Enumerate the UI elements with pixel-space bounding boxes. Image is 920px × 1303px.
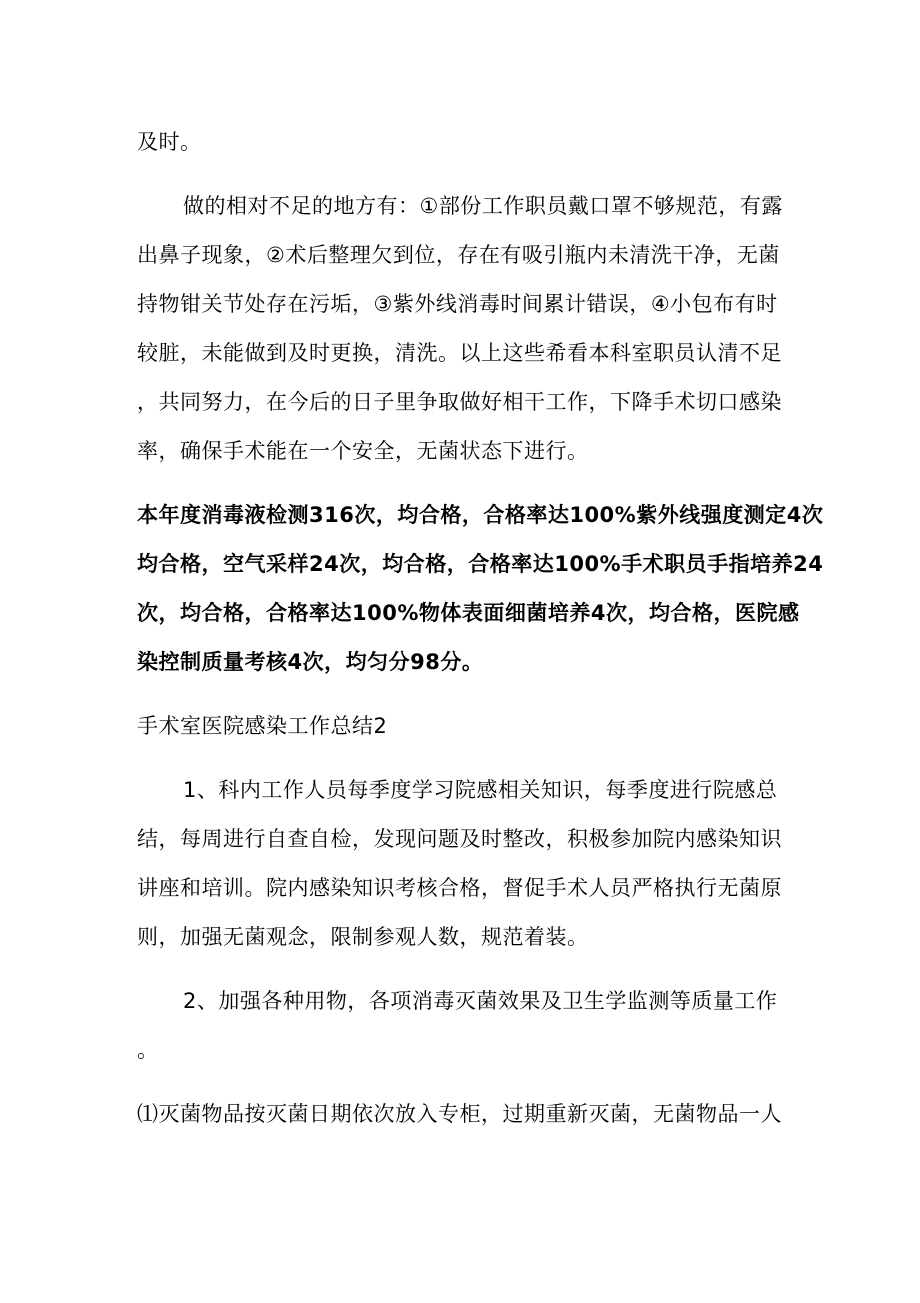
text-line: 结，每周进行自查自检，发现问题及时整改，积极参加院内感染知识 <box>137 827 782 851</box>
text-line: 2、加强各种用物，各项消毒灭菌效果及卫生学监测等质量工作 <box>183 989 778 1013</box>
text-line: 较脏，未能做到及时更换，清洗。以上这些希看本科室职员认清不足 <box>137 341 782 365</box>
text-line: ，共同努力，在今后的日子里争取做好相干工作，下降手术切口感染 <box>137 390 782 414</box>
section-heading: 手术室医院感染工作总结2 <box>137 714 388 738</box>
text-line: 及时。 <box>137 130 202 154</box>
text-line: 出鼻子现象，②术后整理欠到位，存在有吸引瓶内未清洗干净，无菌 <box>137 243 780 267</box>
text-line: 持物钳关节处存在污垢，③紫外线消毒时间累计错误，④小包布有时 <box>137 292 778 316</box>
text-line: 1、科内工作人员每季度学习院感相关知识，每季度进行院感总 <box>183 778 778 802</box>
text-line: ⑴灭菌物品按灭菌日期依次放入专柜，过期重新灭菌，无菌物品一人 <box>137 1102 782 1126</box>
text-line: 本年度消毒液检测316次，均合格，合格率达100%紫外线强度测定4次 <box>137 503 824 527</box>
text-line: 做的相对不足的地方有：①部份工作职员戴口罩不够规范，有露 <box>183 194 783 218</box>
text-line: 。 <box>137 1038 159 1062</box>
text-line: 次，均合格，合格率达100%物体表面细菌培养4次，均合格，医院感 <box>137 601 800 625</box>
text-line: 率，确保手术能在一个安全，无菌状态下进行。 <box>137 439 589 463</box>
text-line: 染控制质量考核4次，均匀分98分。 <box>137 650 484 674</box>
text-line: 讲座和培训。院内感染知识考核合格，督促手术人员严格执行无菌原 <box>137 876 782 900</box>
text-line: 均合格，空气采样24次，均合格，合格率达100%手术职员手指培养24 <box>137 552 824 576</box>
text-line: 则，加强无菌观念，限制参观人数，规范着装。 <box>137 925 589 949</box>
